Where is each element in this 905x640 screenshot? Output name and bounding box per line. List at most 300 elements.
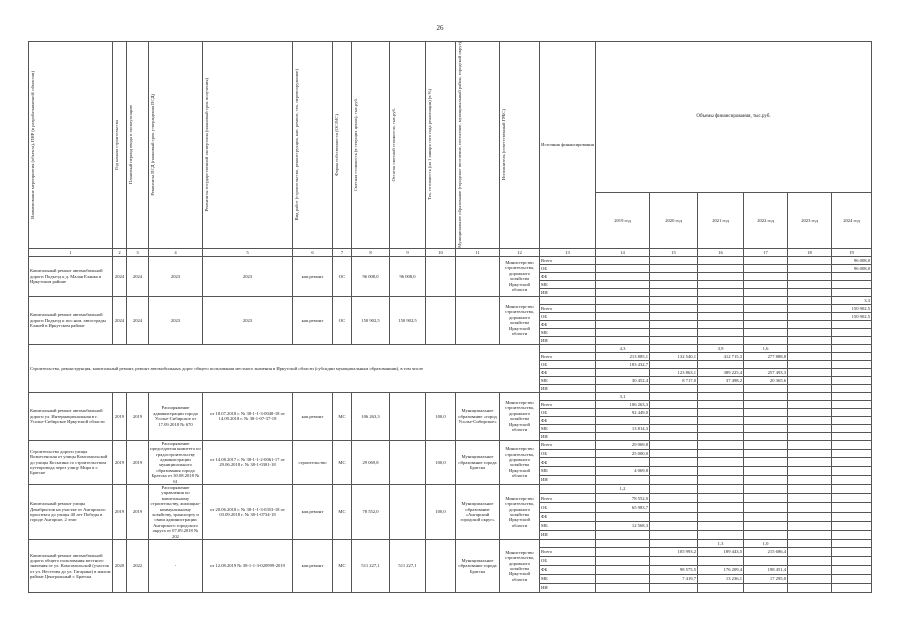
funding-source: Всего (540, 400, 596, 408)
funding-cell (744, 312, 788, 320)
readiness (426, 296, 456, 344)
funding-cell (788, 360, 832, 368)
start-year: 2020 (113, 540, 127, 593)
funding-cell (832, 521, 872, 530)
funding-cell: 30 452,4 (596, 376, 650, 384)
funding-cell: 277 888,8 (744, 352, 788, 360)
funding-cell: 150 902,5 (832, 304, 872, 312)
funding-source: ОБ (540, 449, 596, 458)
column-number: 17 (744, 248, 788, 256)
funding-cell (788, 312, 832, 320)
funding-cell (650, 256, 698, 264)
work-type: кап.ремонт (293, 392, 333, 440)
funding-cell (832, 280, 872, 288)
funding-cell (698, 458, 744, 467)
funding-cell (832, 416, 872, 424)
funding-cell (744, 484, 788, 493)
funding-cell (596, 272, 650, 280)
column-numbers-row (29, 248, 872, 256)
funding-cell (788, 530, 832, 539)
funding-cell (788, 467, 832, 476)
funding-cell (832, 272, 872, 280)
funding-cell (596, 512, 650, 521)
funding-source: ОБ (540, 264, 596, 272)
funding-cell (744, 476, 788, 485)
object-name: Строительство дороги улицы Вознесенская от улицы Комсомольской до улицы Косыгина со строительством путепровода через улицу Мира в г. Братске (29, 440, 113, 484)
funding-cell: 7 419,7 (650, 575, 698, 584)
funding-cell (832, 494, 872, 503)
funding-cell (788, 416, 832, 424)
ownership: МС (333, 392, 352, 440)
funding-source: ИИ (540, 476, 596, 485)
funding-source: ФБ (540, 272, 596, 280)
readiness: 100,0 (426, 392, 456, 440)
funding-cell (744, 530, 788, 539)
funding-cell (596, 264, 650, 272)
funding-cell (698, 440, 744, 449)
estimated-cost: 511 227,1 (352, 540, 390, 593)
funding-cell: 150 902,5 (832, 312, 872, 320)
column-number: 5 (203, 248, 293, 256)
funding-cell (596, 384, 650, 392)
funding-cell (832, 424, 872, 432)
remaining-cost: 96 008,0 (390, 256, 426, 296)
funding-source: ИИ (540, 336, 596, 344)
funding-cell (832, 530, 872, 539)
funding-cell (788, 584, 832, 593)
funding-cell (832, 360, 872, 368)
funding-cell (788, 392, 832, 400)
funding-source: МБ (540, 575, 596, 584)
municipality: Муниципальное образование «Ангарский городской округ» (456, 484, 500, 539)
work-type: кап.ремонт (293, 296, 333, 344)
funding-source: ОБ (540, 408, 596, 416)
year-2024: 2024 год (832, 193, 872, 248)
funding-source: Всего (540, 256, 596, 264)
funding-cell (832, 328, 872, 336)
project-row (29, 296, 872, 304)
funding-cell (788, 376, 832, 384)
column-number: 19 (832, 248, 872, 256)
funding-cell (788, 494, 832, 503)
funding-note: 3,3 (832, 296, 872, 304)
funding-cell (744, 512, 788, 521)
year-2020: 2020 год (650, 193, 698, 248)
funding-source (540, 296, 596, 304)
header-remaining: Остаток сметной стоимости, тыс.руб. (391, 108, 396, 182)
funding-cell (788, 566, 832, 575)
header-expertise: Реквизиты государственной экспертизы (плановый срок получения) (204, 78, 209, 212)
funding-cell (832, 449, 872, 458)
header-cost: Сметная стоимость (в текущих ценах), тыс.руб. (353, 98, 358, 192)
funding-cell (698, 336, 744, 344)
ownership: ОС (333, 296, 352, 344)
executor: Министерство строительства, дорожного хозяйства Иркутской области (500, 540, 540, 593)
year-2019: 2019 год (596, 193, 650, 248)
funding-note (832, 540, 872, 548)
funding-cell (698, 264, 744, 272)
funding-source: ИИ (540, 530, 596, 539)
funding-cell: 96 008,0 (832, 256, 872, 264)
funding-cell (788, 408, 832, 416)
funding-cell (788, 288, 832, 296)
municipality (456, 256, 500, 296)
column-number: 13 (540, 248, 596, 256)
funding-cell (698, 304, 744, 312)
executor: Министерство строительства, дорожного хозяйства Иркутской области (500, 440, 540, 484)
funding-cell: 176 209,4 (698, 566, 744, 575)
estimated-cost: 29 069,8 (352, 440, 390, 484)
funding-cell (650, 449, 698, 458)
start-year: 2019 (113, 440, 127, 484)
funding-cell (596, 304, 650, 312)
funding-cell: 412 715,3 (698, 352, 744, 360)
funding-source: ФБ (540, 320, 596, 328)
funding-cell: 8 717,0 (650, 376, 698, 384)
funding-cell (698, 400, 744, 408)
funding-cell (698, 584, 744, 593)
funding-source: МБ (540, 521, 596, 530)
funding-cell (744, 336, 788, 344)
funding-cell (650, 288, 698, 296)
column-number: 18 (788, 248, 832, 256)
funding-cell (650, 296, 698, 304)
project-name: Капитальный ремонт автомобильной дороги Подъезд к д. Малая Еланка в Иркутском районе (29, 256, 113, 296)
work-type: кап.ремонт (293, 256, 333, 296)
funding-cell (788, 503, 832, 512)
funding-cell (650, 432, 698, 440)
funding-cell (744, 584, 788, 593)
funding-cell: 25 000,0 (596, 449, 650, 458)
funding-cell (744, 424, 788, 432)
funding-cell (698, 503, 744, 512)
funding-cell: 4 069,8 (596, 467, 650, 476)
funding-cell (698, 521, 744, 530)
funding-cell (650, 312, 698, 320)
funding-cell (788, 424, 832, 432)
funding-cell (744, 328, 788, 336)
page-number: 26 (436, 24, 444, 32)
funding-cell (744, 432, 788, 440)
funding-cell: 29 069,8 (596, 440, 650, 449)
psd-date: Распоряжение управления по капитальному строительству, жилищно-коммунальному хозяйству, транспорту и связи администрации Ангарского городского округа от 07.09.2018 № 202 (150, 484, 201, 539)
funding-cell (650, 336, 698, 344)
psd-date: Распоряжение администрации города Усолье-Сибирское от 17.09.2018 № 670 (149, 392, 203, 440)
funding-cell (698, 512, 744, 521)
executor: Министерство строительства, дорожного хозяйства Иркутской области (500, 392, 540, 440)
funding-source: МБ (540, 376, 596, 384)
funding-cell (832, 503, 872, 512)
funding-note: 1,0 (744, 540, 788, 548)
funding-cell (788, 256, 832, 264)
ownership: ОС (333, 256, 352, 296)
funding-note (650, 540, 698, 548)
funding-source (540, 540, 596, 548)
funding-cell (788, 272, 832, 280)
summary-text: Строительство, реконструкция, капитальный ремонт, ремонт автомобильных дорог общего пользования местного значения в Иркутской области (субсидии муниципальным образованиям), в том числе (29, 344, 540, 392)
remaining-cost: 511 227,1 (390, 540, 426, 593)
year-2023: 2023 год (788, 193, 832, 248)
expertise-date: от 20.06.2018 г. № 38-1-1-3-0353-18 от 03.09.2018 г. № 38-1-0734-18 (203, 484, 293, 539)
header-name: Наименование мероприятия (объекта), ПНР (в разрабатываемой/ объектам) (30, 70, 35, 219)
funding-cell (596, 256, 650, 264)
funding-cell (650, 458, 698, 467)
funding-cell (698, 476, 744, 485)
summary-row (29, 344, 872, 352)
column-number: 14 (596, 248, 650, 256)
funding-source: ФБ (540, 368, 596, 376)
ownership: МС (333, 484, 352, 539)
object-name: Капитальный ремонт автомобильной дороги общего пользования местного значения от ул. Комсомольской (участок от ул. Нестеова до ул. Гагарина) в жилом районе Центральный г. Братска (29, 540, 113, 593)
funding-cell (788, 336, 832, 344)
funding-source: Всего (540, 304, 596, 312)
column-number: 16 (698, 248, 744, 256)
funding-cell (788, 264, 832, 272)
funding-cell (698, 494, 744, 503)
funding-cell (744, 400, 788, 408)
commission-year: 2022 (127, 540, 149, 593)
estimated-cost: 78 552,0 (352, 484, 390, 539)
funding-cell (744, 296, 788, 304)
funding-cell: 65 983,7 (596, 503, 650, 512)
funding-cell (698, 408, 744, 416)
funding-cell (650, 521, 698, 530)
object-name: Капитальный ремонт улицы Декабристов на участке от Ангарского проспекта до улицы 40 лет Победы в городе Ангарске, 2 этап (29, 484, 113, 539)
funding-cell (596, 548, 650, 557)
funding-cell (832, 432, 872, 440)
commission-year: 2024 (127, 296, 149, 344)
year-2021: 2021 год (698, 193, 744, 248)
funding-cell (650, 400, 698, 408)
funding-cell (832, 408, 872, 416)
remaining-cost (390, 392, 426, 440)
funding-cell: 132 540,1 (650, 352, 698, 360)
funding-cell (832, 476, 872, 485)
column-number: 15 (650, 248, 698, 256)
funding-cell: 189 443,5 (698, 548, 744, 557)
funding-cell (832, 512, 872, 521)
funding-cell (832, 288, 872, 296)
funding-source: ИИ (540, 584, 596, 593)
funding-cell (596, 432, 650, 440)
funding-cell (650, 476, 698, 485)
funding-cell (698, 416, 744, 424)
start-year: 2019 (113, 484, 127, 539)
funding-cell (650, 530, 698, 539)
funding-cell (744, 440, 788, 449)
ownership: МС (333, 440, 352, 484)
funding-cell (832, 557, 872, 566)
work-type: кап.ремонт (293, 484, 333, 539)
header-source: Источник финансирования (540, 42, 596, 249)
funding-cell (698, 256, 744, 264)
funding-cell (744, 360, 788, 368)
funding-source: ФБ (540, 416, 596, 424)
funding-cell (596, 575, 650, 584)
funding-cell: 13 236,1 (698, 575, 744, 584)
funding-cell (832, 484, 872, 493)
funding-cell (744, 304, 788, 312)
expertise-date: от 12.08.2019 № 38-1-1-3-020999-2019 (203, 540, 293, 593)
work-type: кап.ремонт (293, 540, 333, 593)
funding-cell (698, 557, 744, 566)
funding-cell (698, 320, 744, 328)
funding-cell (788, 400, 832, 408)
funding-source: МБ (540, 467, 596, 476)
funding-cell (744, 384, 788, 392)
funding-cell (698, 392, 744, 400)
funding-note (650, 344, 698, 352)
funding-cell (832, 584, 872, 593)
funding-source: МБ (540, 424, 596, 432)
funding-cell (832, 336, 872, 344)
funding-source: ОБ (540, 557, 596, 566)
funding-cell: 20 365,6 (744, 376, 788, 384)
funding-source: Всего (540, 494, 596, 503)
funding-cell (832, 320, 872, 328)
column-number: 2 (113, 248, 127, 256)
funding-cell (744, 503, 788, 512)
funding-cell (596, 458, 650, 467)
funding-cell (788, 548, 832, 557)
funding-note (788, 344, 832, 352)
column-number: 4 (149, 248, 203, 256)
column-number: 8 (352, 248, 390, 256)
column-number: 6 (293, 248, 333, 256)
funding-cell (650, 467, 698, 476)
column-number: 1 (29, 248, 113, 256)
funding-source: Всего (540, 440, 596, 449)
funding-note: 3,9 (698, 344, 744, 352)
funding-cell: 12 568,3 (596, 521, 650, 530)
funding-note: 1,3 (698, 540, 744, 548)
funding-cell (744, 264, 788, 272)
funding-cell (650, 424, 698, 432)
municipal-row (29, 440, 872, 449)
funding-cell (744, 256, 788, 264)
funding-source: ОБ (540, 360, 596, 368)
funding-cell (832, 384, 872, 392)
funding-cell: 105 993,2 (650, 548, 698, 557)
funding-cell (832, 548, 872, 557)
funding-note (832, 344, 872, 352)
funding-cell (650, 557, 698, 566)
readiness: 100,0 (426, 484, 456, 539)
remaining-cost (390, 440, 426, 484)
remaining-cost (390, 484, 426, 539)
funding-cell: 213 885,1 (596, 352, 650, 360)
funding-cell (698, 272, 744, 280)
funding-cell (788, 296, 832, 304)
funding-source: Всего (540, 548, 596, 557)
funding-cell (788, 280, 832, 288)
funding-cell (596, 280, 650, 288)
funding-cell (744, 467, 788, 476)
funding-source: ФБ (540, 458, 596, 467)
funding-source (540, 392, 596, 400)
header-row (29, 42, 872, 193)
funding-cell: 257 493,3 (744, 368, 788, 376)
funding-table (28, 41, 872, 593)
funding-note (596, 540, 650, 548)
funding-cell (832, 376, 872, 384)
funding-cell (698, 424, 744, 432)
funding-cell (650, 494, 698, 503)
funding-cell (596, 530, 650, 539)
psd-date: 2023 (149, 256, 203, 296)
funding-cell (788, 449, 832, 458)
funding-cell (650, 264, 698, 272)
funding-cell (788, 484, 832, 493)
funding-cell (650, 392, 698, 400)
funding-cell (788, 328, 832, 336)
estimated-cost: 96 008,0 (352, 256, 390, 296)
project-name: Капитальный ремонт автомобильной дороги Подъезд к пос.ном. автострады Еланей в Иркутском районе (29, 296, 113, 344)
funding-cell: 17 295,0 (744, 575, 788, 584)
start-year: 2024 (113, 296, 127, 344)
psd-date: - (149, 540, 203, 593)
funding-cell (788, 557, 832, 566)
funding-cell (650, 328, 698, 336)
funding-cell: 389 225,4 (698, 368, 744, 376)
expertise-date: от 14.08.2017 г. № 38-1-1-2-0061-17 от 29.06.2018 г. № 38-1-0301-18 (203, 440, 293, 484)
header-psd: Реквизиты ПСД (плановый срок утверждения ПСД) (150, 94, 155, 196)
funding-cell (596, 557, 650, 566)
funding-cell (788, 476, 832, 485)
funding-cell: 183 432,7 (596, 360, 650, 368)
executor: Министерство строительства, дорожного хозяйства Иркутской области (500, 296, 540, 344)
funding-cell (832, 467, 872, 476)
header-funding: Объемы финансирования, тыс.руб. (596, 42, 872, 193)
column-number: 11 (456, 248, 500, 256)
funding-cell (788, 384, 832, 392)
funding-source: ИИ (540, 432, 596, 440)
funding-note: 1,2 (596, 484, 650, 493)
funding-cell (596, 320, 650, 328)
funding-cell (698, 280, 744, 288)
funding-cell (744, 288, 788, 296)
start-year: 2024 (113, 256, 127, 296)
funding-cell (650, 484, 698, 493)
funding-cell (698, 296, 744, 304)
header-ownership: Форма собственности (ОС/МС) (334, 113, 339, 176)
project-row (29, 256, 872, 264)
funding-cell (788, 575, 832, 584)
funding-source: ОБ (540, 312, 596, 320)
column-number: 7 (333, 248, 352, 256)
header-work-type: Вид работ (строительство, реконструкция, кап. ремонт, тех. перевооружение) (294, 69, 299, 221)
funding-cell (596, 288, 650, 296)
funding-cell (788, 512, 832, 521)
funding-cell (596, 328, 650, 336)
funding-cell (788, 304, 832, 312)
header-commission: Плановый период ввода в эксплуатацию (128, 105, 133, 185)
municipality: Муниципальное образование города Братска (456, 540, 500, 593)
funding-source: Всего (540, 352, 596, 360)
funding-cell (744, 392, 788, 400)
funding-cell (744, 494, 788, 503)
municipality: Муниципальное образование «город Усолье-Сибирское» (456, 392, 500, 440)
funding-cell (596, 312, 650, 320)
funding-cell (650, 360, 698, 368)
funding-cell (788, 352, 832, 360)
funding-cell: 215 686,4 (744, 548, 788, 557)
ownership: МС (333, 540, 352, 593)
funding-source: ФБ (540, 566, 596, 575)
funding-cell (650, 584, 698, 593)
funding-cell (832, 575, 872, 584)
funding-cell (650, 272, 698, 280)
